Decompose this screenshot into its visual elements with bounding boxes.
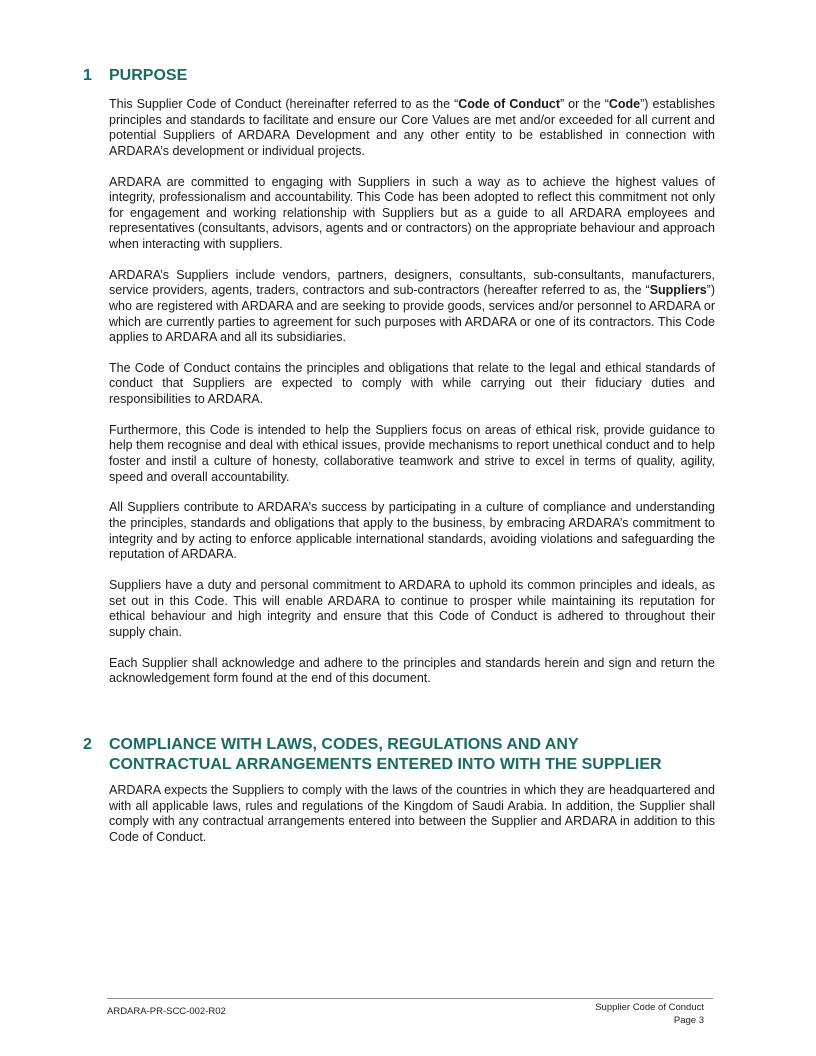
section-title-line2: CONTRACTUAL ARRANGEMENTS ENTERED INTO WITH THE SUPPLIER [109,756,662,773]
body-paragraph [109,656,715,687]
paragraph-text: ARDARA expects the Suppliers to comply with the laws of the countries in which they are headquartered and with all applicable laws, rules and regulations of the Kingdom of Saudi Arabia. In addition, the Supplier shall comply with any contractual arrangements entered into between the Supplier and ARDARA in addition to this Code of Conduct. [109,783,715,844]
footer-divider [107,998,713,999]
body-paragraph [109,268,715,346]
paragraph-text: ” or the “ [560,97,609,111]
body-paragraph [109,97,715,159]
section-title: PURPOSE [109,67,188,84]
body-paragraph [109,500,715,562]
paragraph-text: This Supplier Code of Conduct (hereinafter referred to as the “ [109,97,459,111]
paragraph-text: ARDARA’s Suppliers include vendors, partners, designers, consultants, sub-consultants, manufacturers, service providers, agents, traders, contractors and sub-contractors (hereafter referred to as, the “ [109,267,715,298]
section-number: 2 [83,736,92,753]
body-paragraph [109,423,715,485]
body-paragraph [109,783,715,845]
defined-term: Suppliers [649,283,707,298]
paragraph-text: All Suppliers contribute to ARDARA’s success by participating in a culture of compliance and understanding the principles, standards and obligations that apply to the business, by embracing ARDARA’s commitment to integrity and by acting to enforce applicable international standards, avoiding violations and safeguarding the reputation of ARDARA. [109,500,715,562]
section-number: 1 [83,67,92,84]
footer-info [595,1001,704,1027]
paragraph-text: ”) establishes principles and standards to facilitate and ensure our Core Values are met and/or exceeded for all current and potential Suppliers of ARDARA Development and any other entity to be established in connection with ARDARA’s development or individual projects. [109,97,715,158]
section-purpose [83,66,715,702]
body-paragraph [109,361,715,408]
footer-doc-ref: ARDARA-PR-SCC-002-R02 [107,1006,226,1017]
paragraph-text: Furthermore, this Code is intended to help the Suppliers focus on areas of ethical risk, provide guidance to help them recognise and deal with ethical issues, provide mechanisms to report unethical conduct and to help foster and instil a culture of honesty, collaborative teamwork and strive to excel in terms of quality, agility, speed and overall accountability. [109,422,715,484]
section-heading [83,735,715,775]
section-body [83,783,715,845]
defined-term: Code of Conduct [458,97,561,111]
paragraph-text: ”) who are registered with ARDARA and are seeking to provide goods, services and/or personnel to ARDARA or which are currently parties to agreement for such purposes with ARDARA or one of its contractors. This Code applies to ARDARA and all its subsidiaries. [109,283,715,345]
section-title [109,735,715,775]
paragraph-text: Each Supplier shall acknowledge and adhere to the principles and standards herein and sign and return the acknowledgement form found at the end of this document. [109,655,715,686]
section-body [83,97,715,687]
paragraph-text: Suppliers have a duty and personal commitment to ARDARA to uphold its common principles and ideals, as set out in this Code. This will enable ARDARA to continue to prosper while maintaining its reputation for ethical behaviour and high integrity and ensure that this Code of Conduct is adhered to throughout their supply chain. [109,577,715,639]
defined-term: Code [608,97,641,111]
section-heading [83,66,715,86]
section-compliance [83,735,715,858]
paragraph-text: ARDARA are committed to engaging with Suppliers in such a way as to achieve the highest values of integrity, professionalism and accountability. This Code has been adopted to reflect this commitment not only for engagement and working relationship with Suppliers but as a guide to all ARDARA employees and representatives (consultants, advisors, agents and or contractors) on the appropriate behaviour and approach when interacting with suppliers. [109,174,715,251]
paragraph-text: The Code of Conduct contains the principles and obligations that relate to the legal and ethical standards of conduct that Suppliers are expected to comply with while carrying out their fiduciary duties and responsibilities to ARDARA. [109,360,715,407]
footer-doc-title: Supplier Code of Conduct [595,1002,704,1013]
body-paragraph [109,578,715,640]
section-title-line1: COMPLIANCE WITH LAWS, CODES, REGULATIONS AND ANY [109,736,579,753]
footer-page-number: Page 3 [673,1015,704,1026]
body-paragraph [109,175,715,253]
